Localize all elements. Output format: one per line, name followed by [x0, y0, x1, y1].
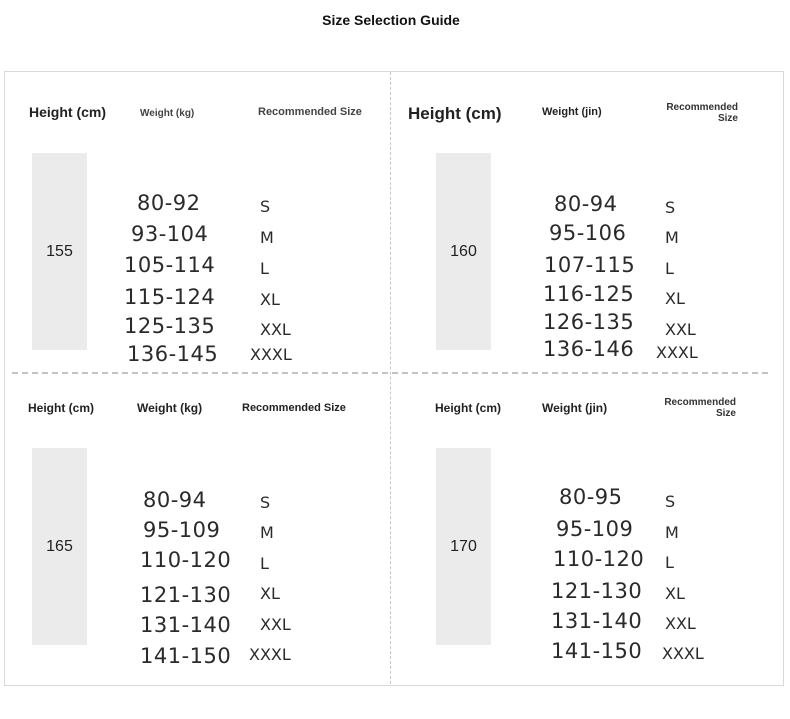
size-label: XXL: [260, 615, 291, 634]
height-value: 165: [46, 537, 73, 555]
weight-range: 95-109: [143, 518, 221, 542]
weight-range: 141-150: [140, 644, 232, 668]
size-label: XXXL: [250, 345, 292, 364]
weight-range: 110-120: [553, 547, 645, 571]
size-column-header: Recommended Size: [666, 102, 738, 124]
size-label: M: [260, 523, 274, 542]
size-column-header: Recommended Size: [242, 402, 346, 414]
size-label: L: [260, 259, 269, 278]
weight-range: 95-109: [556, 517, 634, 541]
height-value: 160: [450, 242, 477, 260]
size-label: S: [665, 492, 676, 511]
size-label: S: [260, 493, 271, 512]
size-label: XXXL: [662, 644, 704, 663]
weight-range: 110-120: [140, 548, 232, 572]
height-value: 170: [450, 537, 477, 555]
weight-column-header: Weight (jin): [542, 106, 602, 118]
size-column-header: Recommended Size: [258, 106, 362, 118]
size-label: M: [665, 523, 679, 542]
height-value-bar: [436, 448, 491, 645]
weight-range: 131-140: [140, 613, 232, 637]
size-column-header: Recommended Size: [664, 397, 736, 419]
size-label: M: [665, 228, 679, 247]
weight-range: 95-106: [549, 221, 627, 245]
weight-range: 121-130: [140, 583, 232, 607]
weight-range: 141-150: [551, 639, 643, 663]
weight-range: 136-145: [127, 342, 219, 366]
size-label: M: [260, 228, 274, 247]
height-column-header: Height (cm): [435, 401, 501, 415]
height-value-bar: [32, 153, 87, 350]
weight-range: 115-124: [124, 285, 216, 309]
page-title: Size Selection Guide: [322, 12, 460, 28]
size-label: XXXL: [249, 645, 291, 664]
height-value-bar: [32, 448, 87, 645]
size-label: L: [260, 554, 269, 573]
size-label: S: [665, 198, 676, 217]
weight-range: 136-146: [543, 337, 635, 361]
height-column-header: Height (cm): [29, 104, 106, 120]
size-label: L: [665, 259, 674, 278]
size-label: XL: [665, 584, 685, 603]
weight-column-header: Weight (kg): [137, 401, 203, 415]
size-label: L: [665, 553, 674, 572]
size-label: XL: [260, 584, 280, 603]
size-label: XL: [665, 289, 685, 308]
size-label: XXXL: [656, 343, 698, 362]
weight-range: 126-135: [543, 310, 635, 334]
weight-range: 80-95: [559, 485, 623, 509]
weight-range: 80-94: [143, 488, 207, 512]
weight-range: 80-94: [554, 192, 618, 216]
weight-range: 116-125: [543, 282, 635, 306]
weight-range: 80-92: [137, 191, 201, 215]
weight-range: 125-135: [124, 314, 216, 338]
size-label: XXL: [665, 614, 696, 633]
height-column-header: Height (cm): [28, 401, 94, 415]
weight-range: 121-130: [551, 579, 643, 603]
height-value: 155: [46, 242, 73, 260]
weight-range: 107-115: [544, 253, 636, 277]
weight-range: 105-114: [124, 253, 216, 277]
height-value-bar: [436, 153, 491, 350]
size-label: XXL: [260, 320, 291, 339]
weight-column-header: Weight (jin): [542, 401, 608, 415]
horizontal-divider: [12, 372, 768, 374]
weight-column-header: Weight (kg): [140, 108, 195, 119]
weight-range: 93-104: [131, 222, 209, 246]
weight-range: 131-140: [551, 609, 643, 633]
size-label: S: [260, 197, 271, 216]
size-label: XXL: [665, 320, 696, 339]
vertical-divider: [390, 72, 391, 684]
height-column-header: Height (cm): [408, 104, 502, 123]
size-label: XL: [260, 290, 280, 309]
